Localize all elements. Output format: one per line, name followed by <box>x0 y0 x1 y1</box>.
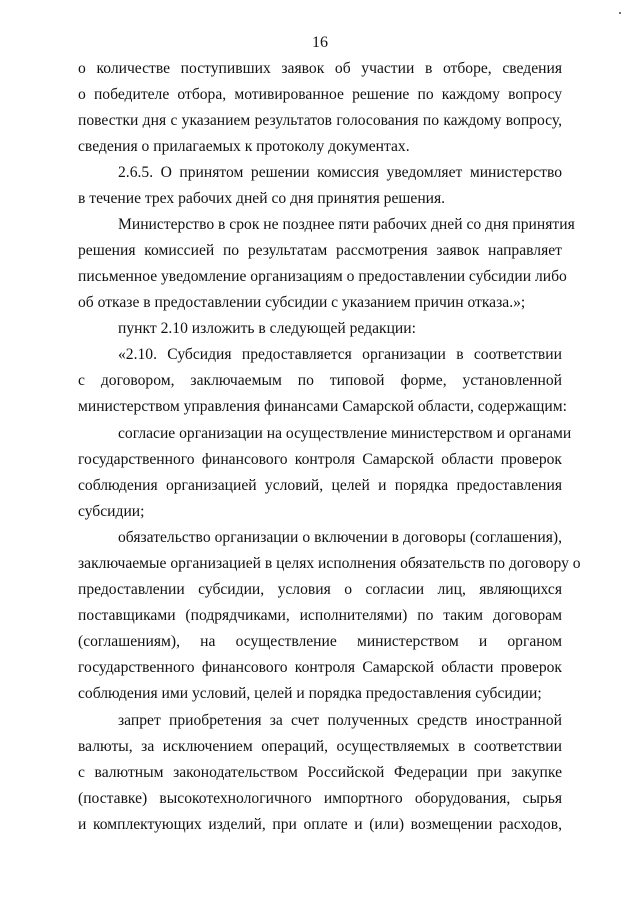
text-line: (соглашениям), на осуществление министерством и органом <box>78 633 562 650</box>
text-line: государственного финансового контроля Самарской области проверок <box>78 451 562 468</box>
text-line: 2.6.5. О принятом решении комиссия уведомляет министерство <box>118 164 562 181</box>
text-line: пункт 2.10 изложить в следующей редакции: <box>118 320 416 337</box>
text-line: Министерство в срок не позднее пяти рабочих дней со дня принятия <box>118 216 575 233</box>
text-line: субсидии; <box>78 503 145 520</box>
text-line: запрет приобретения за счет полученных средств иностранной <box>118 712 562 729</box>
scan-speck <box>619 12 621 14</box>
text-line: о победителе отбора, мотивированное решение по каждому вопросу <box>78 86 562 103</box>
page-number: 16 <box>312 34 328 51</box>
text-line: соблюдения организацией условий, целей и порядка предоставления <box>78 477 562 494</box>
text-line: соблюдения ими условий, целей и порядка предоставления субсидии; <box>78 685 542 702</box>
text-line: решения комиссией по результатам рассмотрения заявок направляет <box>78 242 562 259</box>
text-line: «2.10. Субсидия предоставляется организации в соответствии <box>118 346 562 363</box>
text-line: о количестве поступивших заявок об участии в отборе, сведения <box>78 60 562 77</box>
text-line: в течение трех рабочих дней со дня принятия решения. <box>78 190 446 207</box>
text-line: (поставке) высокотехнологичного импортного оборудования, сырья <box>78 790 562 807</box>
text-line: повестки дня с указанием результатов голосования по каждому вопросу, <box>78 112 562 129</box>
text-line: валюты, за исключением операций, осуществляемых в соответствии <box>78 738 562 755</box>
text-line: согласие организации на осуществление министерством и органами <box>118 425 572 442</box>
text-line: с договором, заключаемым по типовой форме, установленной <box>78 372 562 389</box>
text-line: предоставлении субсидии, условия о согласии лиц, являющихся <box>78 581 562 598</box>
text-line: министерством управления финансами Самарской области, содержащим: <box>78 398 567 415</box>
text-line: об отказе в предоставлении субсидии с указанием причин отказа.»; <box>78 294 526 311</box>
text-line: с валютным законодательством Российской Федерации при закупке <box>78 764 562 781</box>
text-line: заключаемые организацией в целях исполнения обязательств по договору о <box>78 555 581 572</box>
text-line: письменное уведомление организациям о предоставлении субсидии либо <box>78 268 567 285</box>
text-line: сведения о прилагаемых к протоколу документах. <box>78 138 410 155</box>
text-line: обязательство организации о включении в договоры (соглашения), <box>118 529 562 546</box>
text-line: поставщиками (подрядчиками, исполнителями) по таким договорам <box>78 607 562 624</box>
text-line: и комплектующих изделий, при оплате и (или) возмещении расходов, <box>78 816 562 833</box>
text-line: государственного финансового контроля Самарской области проверок <box>78 659 562 676</box>
